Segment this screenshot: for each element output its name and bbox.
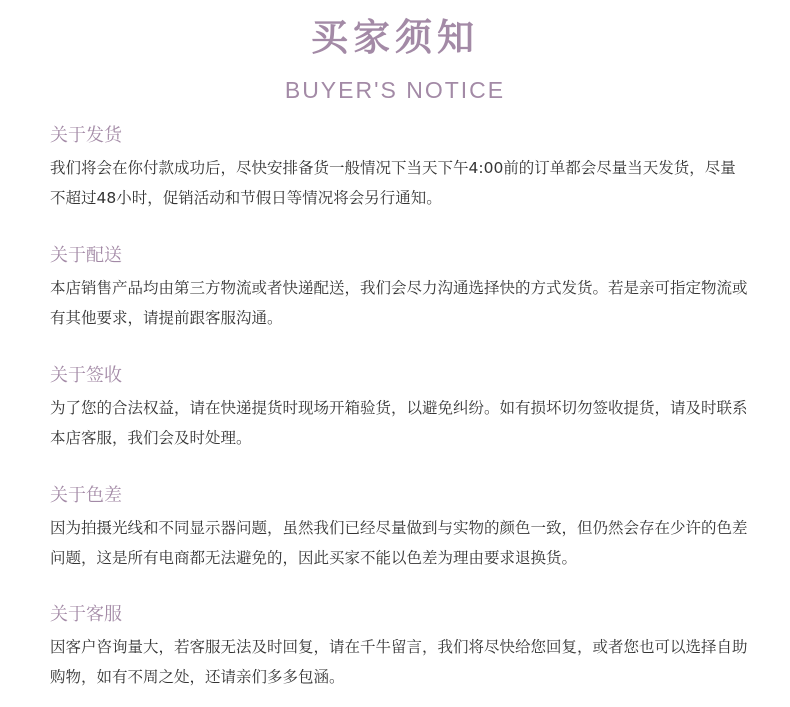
section-receipt — [50, 364, 750, 453]
section-heading-receipt: 关于签收 — [50, 365, 122, 386]
section-delivery — [50, 244, 750, 333]
section-customer-service — [50, 603, 750, 692]
section-color-difference — [50, 484, 750, 573]
section-heading-color-difference: 关于色差 — [50, 485, 122, 506]
page-subtitle: BUYER'S NOTICE — [284, 77, 506, 103]
section-heading-delivery: 关于配送 — [50, 245, 122, 266]
section-heading-shipping: 关于发货 — [50, 125, 122, 146]
section-body-receipt: 为了您的合法权益，请在快递提货时现场开箱验货，以避免纠纷。如有损坏切勿签收提货，请及时联系本店客服，我们会及时处理。 — [50, 399, 748, 447]
page-title: 买家须知 — [311, 16, 479, 59]
section-heading-customer-service: 关于客服 — [50, 604, 122, 625]
section-shipping — [50, 124, 750, 213]
section-body-delivery: 本店销售产品均由第三方物流或者快递配送，我们会尽力沟通选择快的方式发货。若是亲可指定物流或有其他要求，请提前跟客服沟通。 — [50, 279, 748, 327]
section-body-shipping: 我们将会在你付款成功后，尽快安排备货一般情况下当天下午4:00前的订单都会尽量当天发货，尽量不超过48小时，促销活动和节假日等情况将会另行通知。 — [50, 159, 736, 207]
section-body-customer-service: 因客户咨询量大，若客服无法及时回复，请在千牛留言，我们将尽快给您回复，或者您也可以选择自助购物，如有不周之处，还请亲们多多包涵。 — [50, 638, 748, 686]
section-body-color-difference: 因为拍摄光线和不同显示器问题，虽然我们已经尽量做到与实物的颜色一致，但仍然会存在少许的色差问题，这是所有电商都无法避免的，因此买家不能以色差为理由要求退换货。 — [50, 519, 748, 567]
